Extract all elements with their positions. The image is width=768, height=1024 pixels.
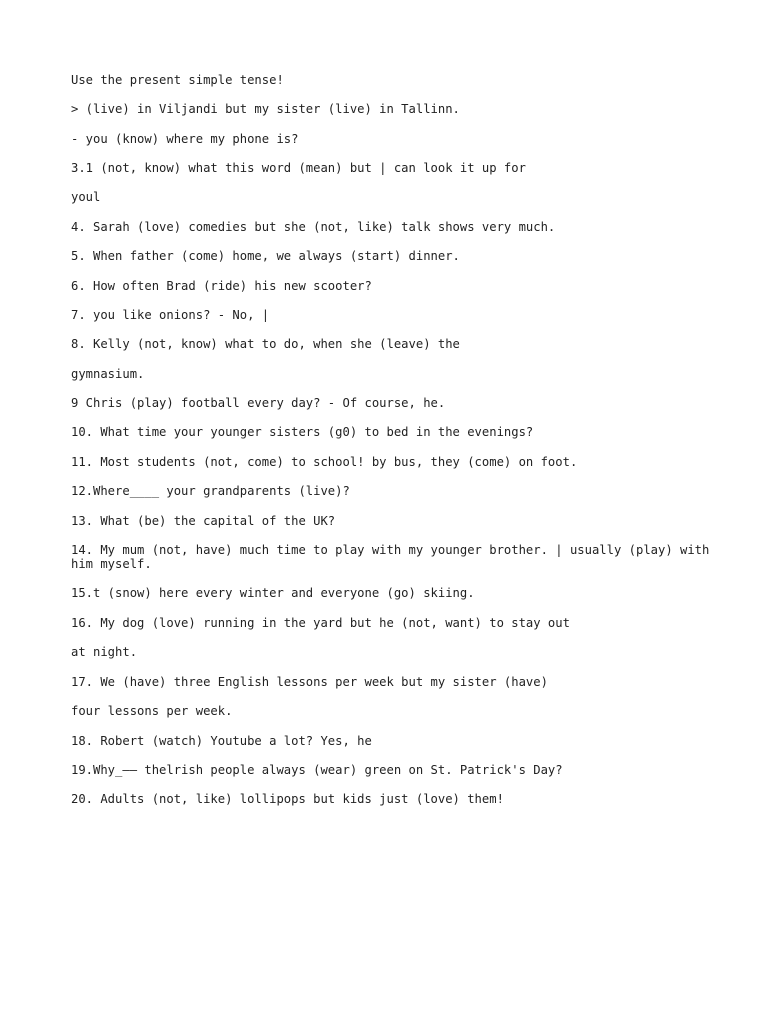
exercise-line-17-cont: four lessons per week. xyxy=(71,704,233,718)
exercise-line-10: 10. What time your younger sisters (g0) to bed in the evenings? xyxy=(71,425,534,439)
exercise-line-3: 3.1 (not, know) what this word (mean) but | can look it up for xyxy=(71,161,526,175)
exercise-line-8-cont: gymnasium. xyxy=(71,367,145,381)
exercise-line-7: 7. you like onions? - No, | xyxy=(71,308,270,322)
exercise-line-6: 6. How often Brad (ride) his new scooter? xyxy=(71,279,372,293)
exercise-line-11: 11. Most students (not, come) to school! by bus, they (come) on foot. xyxy=(71,455,578,469)
exercise-line-17: 17. We (have) three English lessons per week but my sister (have) xyxy=(71,675,548,689)
exercise-line-18: 18. Robert (watch) Youtube a lot? Yes, he xyxy=(71,734,372,748)
exercise-line-16-cont: at night. xyxy=(71,645,138,659)
exercise-line-13: 13. What (be) the capital of the UK? xyxy=(71,514,336,528)
exercise-line-16: 16. My dog (love) running in the yard but he (not, want) to stay out xyxy=(71,616,570,630)
exercise-line-1: > (live) in Viljandi but my sister (live) in Tallinn. xyxy=(71,102,460,116)
exercise-line-12: 12.Where____ your grandparents (live)? xyxy=(71,484,350,498)
exercise-line-5: 5. When father (come) home, we always (start) dinner. xyxy=(71,249,460,263)
exercise-line-19: 19.Why_—— thelrish people always (wear) green on St. Patrick's Day? xyxy=(71,763,563,777)
exercise-line-4: 4. Sarah (love) comedies but she (not, like) talk shows very much. xyxy=(71,220,556,234)
exercise-line-3-cont: youl xyxy=(71,190,101,204)
exercise-line-20: 20. Adults (not, like) lollipops but kids just (love) them! xyxy=(71,792,504,806)
exercise-line-14: 14. My mum (not, have) much time to play with my younger brother. | usually (play) with him myself. xyxy=(71,543,717,571)
instruction-heading: Use the present simple tense! xyxy=(71,73,284,87)
exercise-line-2: - you (know) where my phone is? xyxy=(71,132,299,146)
exercise-line-9: 9 Chris (play) football every day? - Of course, he. xyxy=(71,396,446,410)
exercise-line-8: 8. Kelly (not, know) what to do, when she (leave) the xyxy=(71,337,460,351)
exercise-line-15: 15.t (snow) here every winter and everyone (go) skiing. xyxy=(71,586,475,600)
